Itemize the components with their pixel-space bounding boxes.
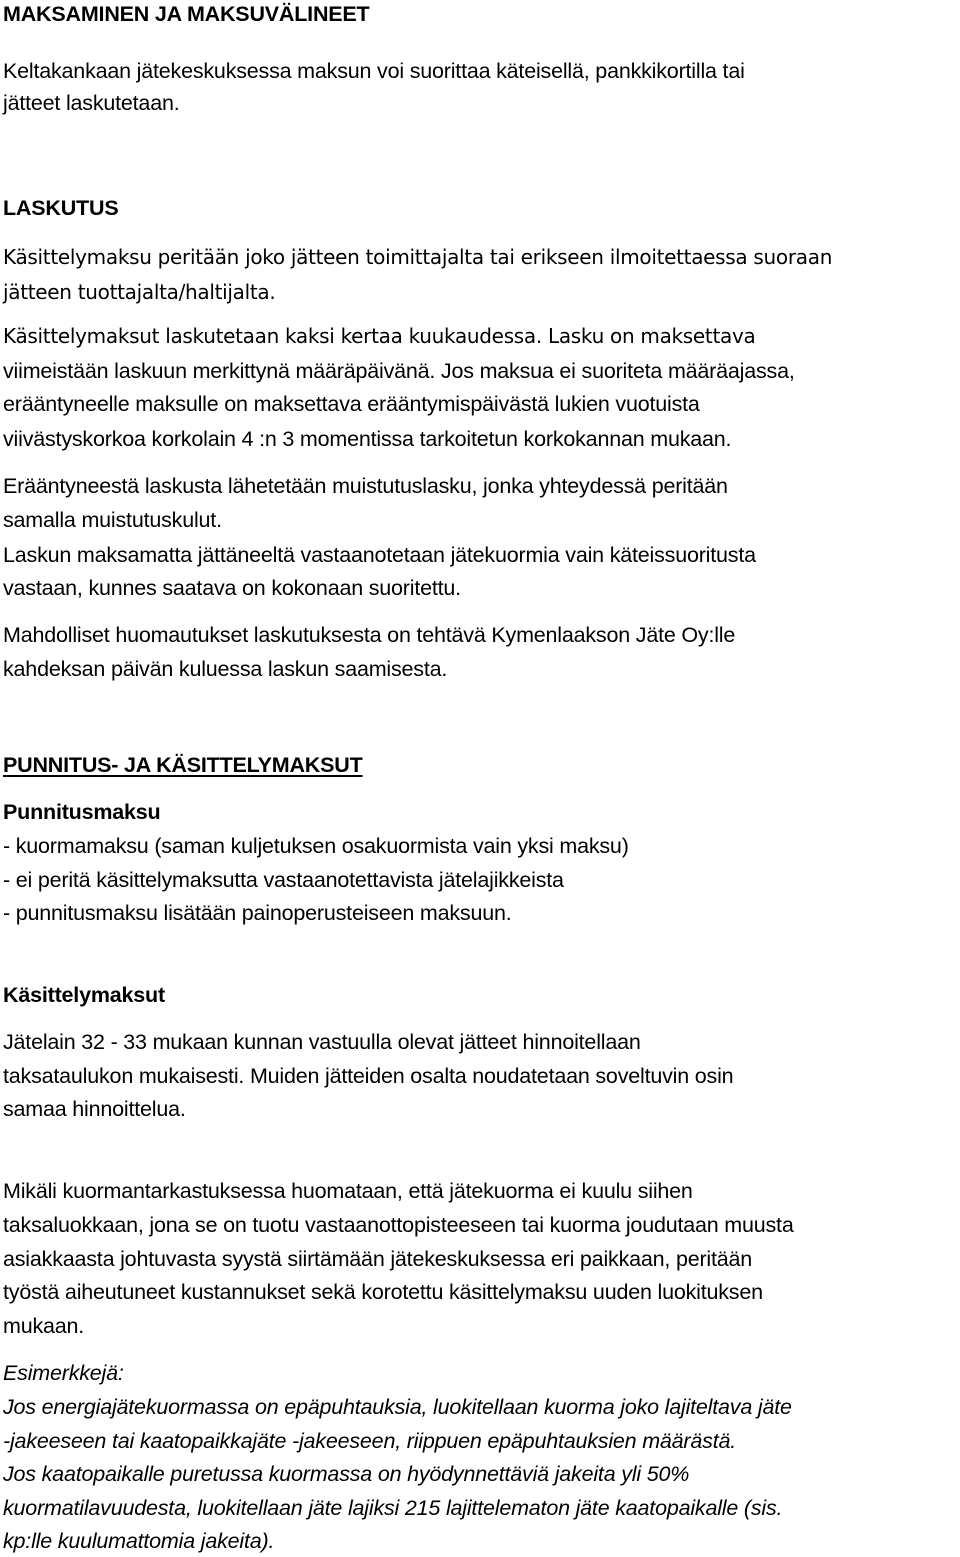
weighing-fee-item-3: - punnitusmaksu lisätään painoperusteiseen maksuun. bbox=[3, 901, 512, 925]
invoicing-paragraph-5-line-2: kahdeksan päivän kuluessa laskun saamisesta. bbox=[3, 657, 448, 681]
example-2-line-2: kuormatilavuudesta, luokitellaan jäte lajiksi 215 lajittelematon jäte kaatopaikalle (sis. bbox=[3, 1496, 783, 1520]
invoicing-paragraph-3-line-1: Erääntyneestä laskusta lähetetään muistutuslasku, jonka yhteydessä peritään bbox=[3, 474, 728, 498]
handling-fees-paragraph-1-line-1: Jätelain 32 - 33 mukaan kunnan vastuulla olevat jätteet hinnoitellaan bbox=[3, 1030, 641, 1054]
payment-paragraph-line-1: Keltakankaan jätekeskuksessa maksun voi suorittaa käteisellä, pankkikortilla tai bbox=[3, 59, 745, 83]
section-heading-invoicing: LASKUTUS bbox=[3, 196, 119, 220]
handling-fees-paragraph-2-line-4: työstä aiheutuneet kustannukset sekä korotettu käsittelymaksu uuden luokituksen bbox=[3, 1280, 763, 1304]
handling-fees-paragraph-2-line-3: asiakkaasta johtuvasta syystä siirtämään jätekeskuksessa eri paikkaan, peritään bbox=[3, 1247, 753, 1271]
invoicing-paragraph-2-line-3: erääntyneelle maksulle on maksettava erääntymispäivästä lukien vuotuista bbox=[3, 392, 700, 416]
weighing-fee-item-2: - ei peritä käsittelymaksutta vastaanotettavista jätelajikkeista bbox=[3, 868, 564, 892]
handling-fees-paragraph-1-line-2: taksataulukon mukaisesti. Muiden jätteiden osalta noudatetaan soveltuvin osin bbox=[3, 1064, 734, 1088]
example-1-line-1: Jos energiajätekuormassa on epäpuhtauksia, luokitellaan kuorma joko lajiteltava jäte bbox=[3, 1395, 792, 1419]
examples-heading: Esimerkkejä: bbox=[3, 1361, 124, 1385]
invoicing-paragraph-1-line-1: Käsittelymaksu peritään joko jätteen toimittajalta tai erikseen ilmoitettaessa suoraan bbox=[3, 245, 833, 269]
handling-fees-paragraph-2-line-1: Mikäli kuormantarkastuksessa huomataan, että jätekuorma ei kuulu siihen bbox=[3, 1179, 693, 1203]
invoicing-paragraph-1-line-2: jätteen tuottajalta/haltijalta. bbox=[3, 280, 276, 304]
example-1-line-2: -jakeeseen tai kaatopaikkajäte -jakeeseen, riippuen epäpuhtauksien määrästä. bbox=[3, 1429, 737, 1453]
subheading-handling-fees: Käsittelymaksut bbox=[3, 983, 165, 1007]
invoicing-paragraph-5-line-1: Mahdolliset huomautukset laskutuksesta on tehtävä Kymenlaakson Jäte Oy:lle bbox=[3, 623, 736, 647]
handling-fees-paragraph-2-line-5: mukaan. bbox=[3, 1314, 85, 1338]
invoicing-paragraph-4-line-2: vastaan, kunnes saatava on kokonaan suoritettu. bbox=[3, 576, 461, 600]
invoicing-paragraph-2-line-1: Käsittelymaksut laskutetaan kaksi kertaa kuukaudessa. Lasku on maksettava bbox=[3, 324, 756, 348]
payment-paragraph-line-2: jätteet laskutetaan. bbox=[3, 91, 180, 115]
example-2-line-3: kp:lle kuulumattomia jakeita). bbox=[3, 1529, 275, 1553]
invoicing-paragraph-3-line-2: samalla muistutuskulut. bbox=[3, 508, 222, 532]
section-heading-payment: MAKSAMINEN JA MAKSUVÄLINEET bbox=[3, 2, 370, 26]
invoicing-paragraph-2-line-4: viivästyskorkoa korkolain 4 :n 3 momentissa tarkoitetun korkokannan mukaan. bbox=[3, 427, 732, 451]
weighing-fee-item-1: - kuormamaksu (saman kuljetuksen osakuormista vain yksi maksu) bbox=[3, 834, 629, 858]
handling-fees-paragraph-1-line-3: samaa hinnoittelua. bbox=[3, 1097, 186, 1121]
section-heading-weighing-and-handling-fees: PUNNITUS- JA KÄSITTELYMAKSUT bbox=[3, 753, 363, 777]
example-2-line-1: Jos kaatopaikalle puretussa kuormassa on hyödynnettäviä jakeita yli 50% bbox=[3, 1462, 690, 1486]
invoicing-paragraph-2-line-2: viimeistään laskuun merkittynä määräpäivänä. Jos maksua ei suoriteta määräajassa, bbox=[3, 359, 795, 383]
subheading-weighing-fee: Punnitusmaksu bbox=[3, 800, 161, 824]
invoicing-paragraph-4-line-1: Laskun maksamatta jättäneeltä vastaanotetaan jätekuormia vain käteissuoritusta bbox=[3, 543, 756, 567]
handling-fees-paragraph-2-line-2: taksaluokkaan, jona se on tuotu vastaanottopisteeseen tai kuorma joudutaan muusta bbox=[3, 1213, 794, 1237]
